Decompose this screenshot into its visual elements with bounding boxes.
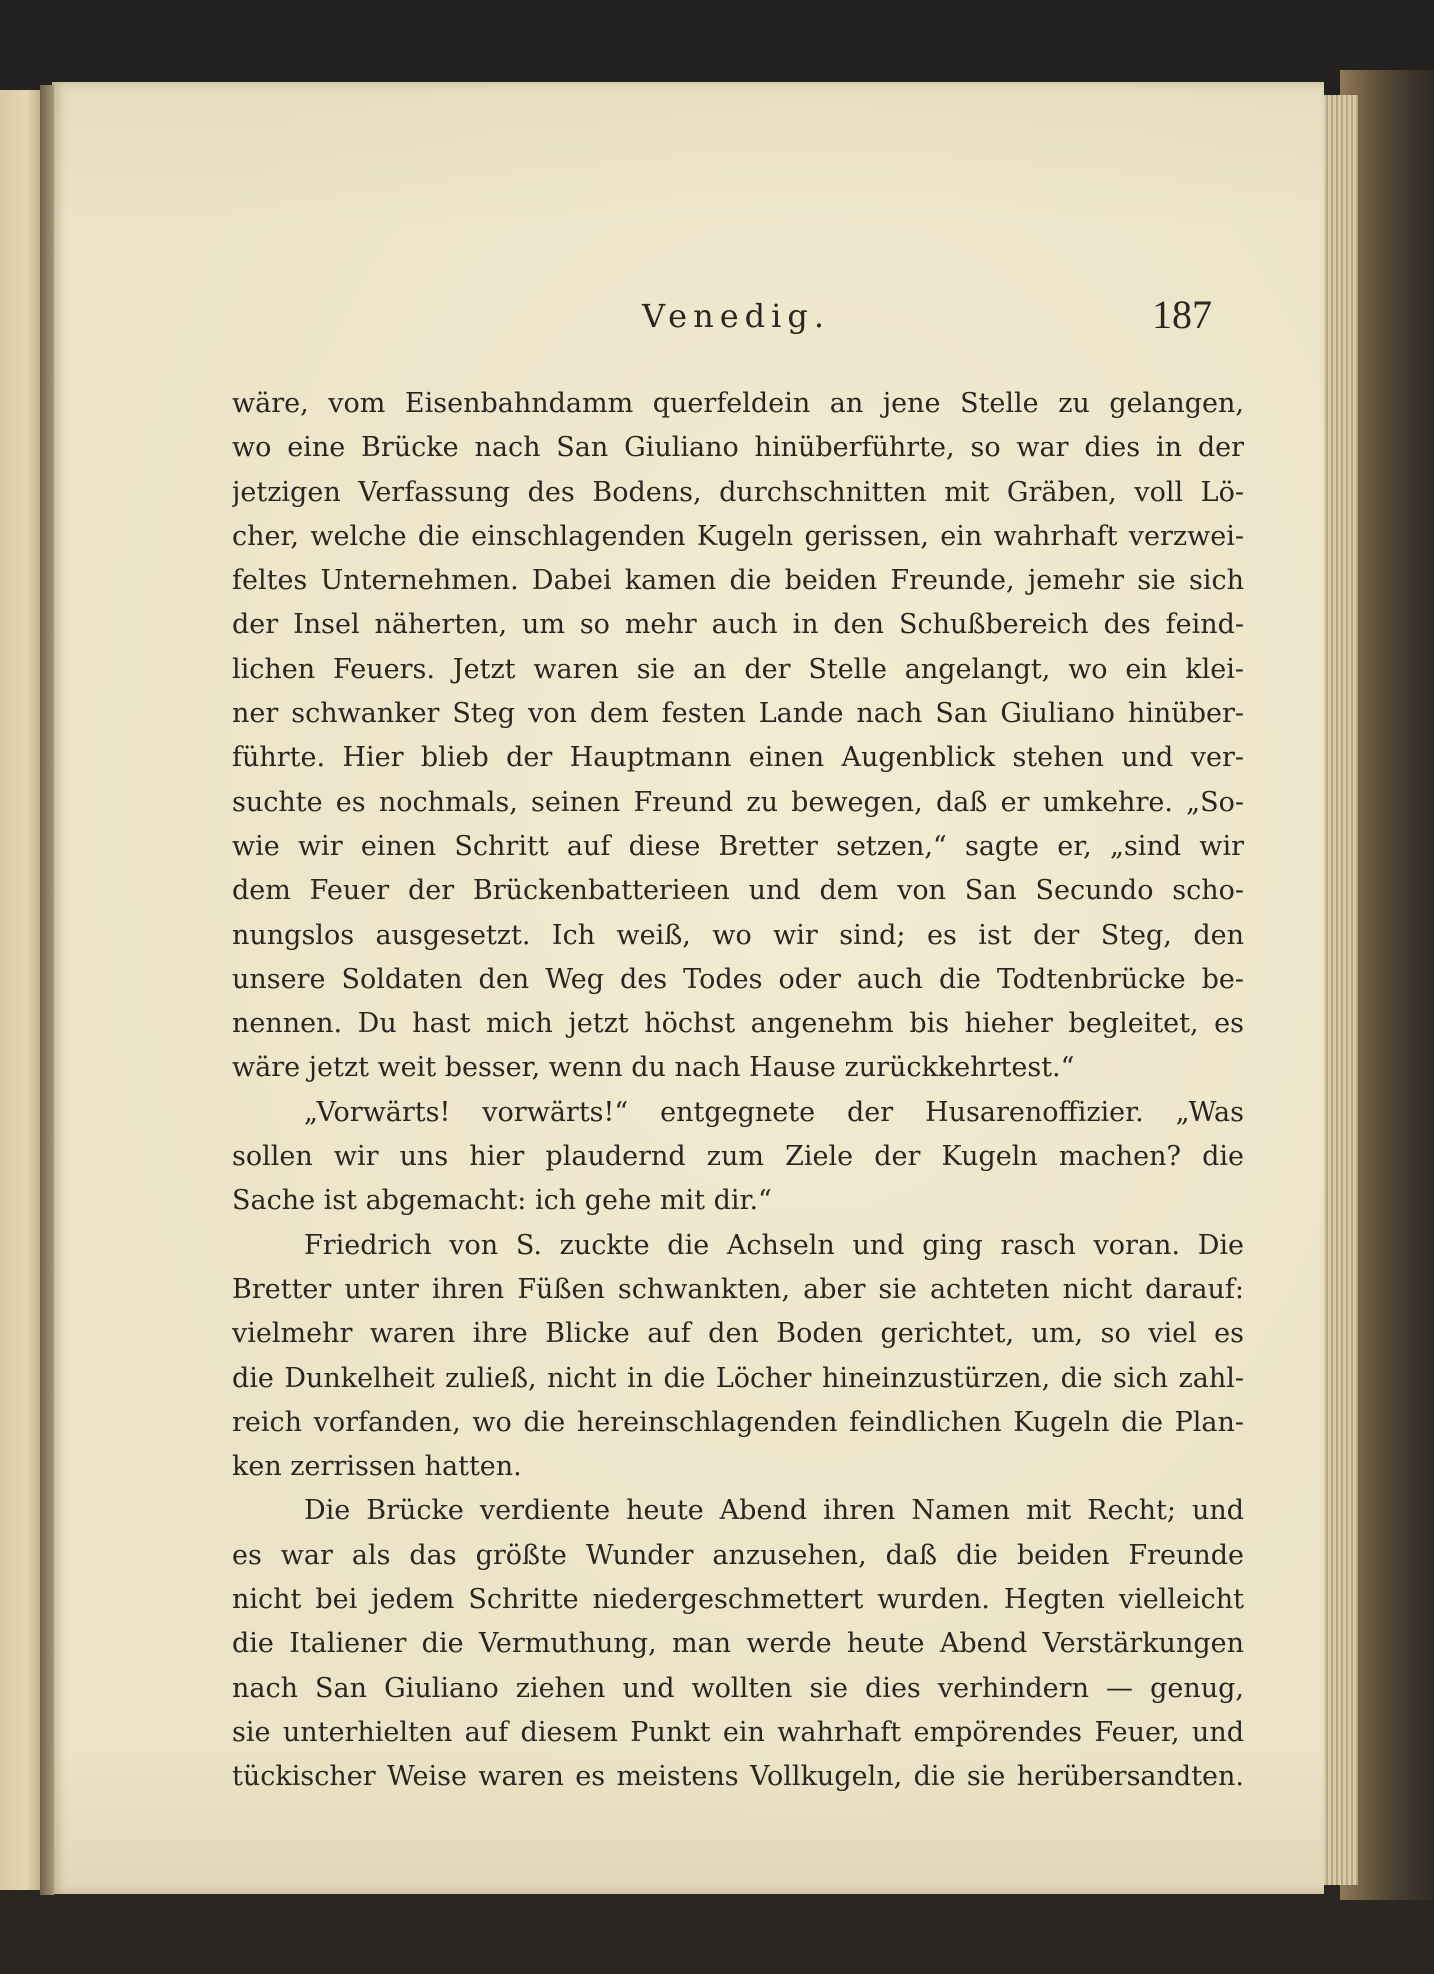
text-line: suchte es nochmals, seinen Freund zu bewegen, daß er umkehre. „So- (232, 786, 1244, 818)
page-stack-edges (1318, 95, 1358, 1885)
text-line: sollen wir uns hier plaudernd zum Ziele der Kugeln machen? die (232, 1141, 1244, 1173)
running-head (52, 292, 1324, 347)
text-line: cher, welche die einschlagenden Kugeln gerissen, ein wahrhaft verzwei- (232, 520, 1244, 552)
text-line: nach San Giuliano ziehen und wollten sie dies verhindern — genug, (232, 1672, 1244, 1704)
text-line: sie unterhielten auf diesem Punkt ein wahrhaft empörendes Feuer, und (232, 1716, 1244, 1748)
text-line: wie wir einen Schritt auf diese Bretter setzen,“ sagte er, „sind wir (232, 830, 1244, 862)
text-line: wäre jetzt weit besser, wenn du nach Hause zurückkehrtest.“ (232, 1052, 1075, 1084)
text-line: Sache ist abgemacht: ich gehe mit dir.“ (232, 1185, 772, 1217)
text-line: die Italiener die Vermuthung, man werde heute Abend Verstärkungen (232, 1628, 1244, 1660)
text-line: „Vorwärts! vorwärts!“ entgegnete der Husarenoffizier. „Was (304, 1096, 1244, 1128)
text-line: es war als das größte Wunder anzusehen, daß die beiden Freunde (232, 1539, 1244, 1571)
text-line: reich vorfanden, wo die hereinschlagenden feindlichen Kugeln die Plan- (232, 1406, 1244, 1438)
text-line: vielmehr waren ihre Blicke auf den Boden gerichtet, um, so viel es (232, 1318, 1244, 1350)
text-line: unsere Soldaten den Weg des Todes oder auch die Todtenbrücke be- (232, 963, 1244, 995)
running-head-title: Venedig. (642, 297, 831, 335)
text-line: Bretter unter ihren Füßen schwankten, aber sie achteten nicht darauf: (232, 1273, 1244, 1305)
facing-page-edge (0, 90, 44, 1890)
text-line: nicht bei jedem Schritte niedergeschmettert wurden. Hegten vielleicht (232, 1584, 1244, 1616)
text-line: tückischer Weise waren es meistens Vollkugeln, die sie herübersandten. (232, 1761, 1244, 1793)
text-line: feltes Unternehmen. Dabei kamen die beiden Freunde, jemehr sie sich (232, 565, 1244, 597)
text-line: wäre, vom Eisenbahndamm querfeldein an jene Stelle zu gelangen, (232, 388, 1244, 419)
book-page (52, 82, 1324, 1894)
body-text (232, 382, 1244, 1800)
text-line: nennen. Du hast mich jetzt höchst angenehm bis hieher begleitet, es (232, 1008, 1244, 1040)
text-line: der Insel näherten, um so mehr auch in den Schußbereich des feind- (232, 609, 1244, 641)
page-gutter (40, 85, 54, 1895)
text-line: die Dunkelheit zuließ, nicht in die Löcher hineinzustürzen, die sich zahl- (232, 1362, 1244, 1394)
text-line: ner schwanker Steg von dem festen Lande nach San Giuliano hinüber- (232, 698, 1244, 730)
text-line: lichen Feuers. Jetzt waren sie an der Stelle angelangt, wo ein klei- (232, 653, 1244, 685)
page-number: 187 (1152, 292, 1212, 337)
text-line: Die Brücke verdiente heute Abend ihren Namen mit Recht; und (304, 1495, 1244, 1527)
text-line: jetzigen Verfassung des Bodens, durchschnitten mit Gräben, voll Lö- (232, 476, 1244, 508)
text-line: nungslos ausgesetzt. Ich weiß, wo wir sind; es ist der Steg, den (232, 919, 1244, 951)
text-line: dem Feuer der Brückenbatterieen und dem von San Secundo scho- (232, 875, 1244, 907)
text-line: führte. Hier blieb der Hauptmann einen Augenblick stehen und ver- (232, 742, 1244, 774)
text-line: wo eine Brücke nach San Giuliano hinüberführte, so war dies in der (232, 432, 1244, 464)
text-line: ken zerrissen hatten. (232, 1451, 522, 1483)
book-cover-edge (0, 1880, 1434, 1974)
text-line: Friedrich von S. zuckte die Achseln und ging rasch voran. Die (304, 1229, 1244, 1261)
